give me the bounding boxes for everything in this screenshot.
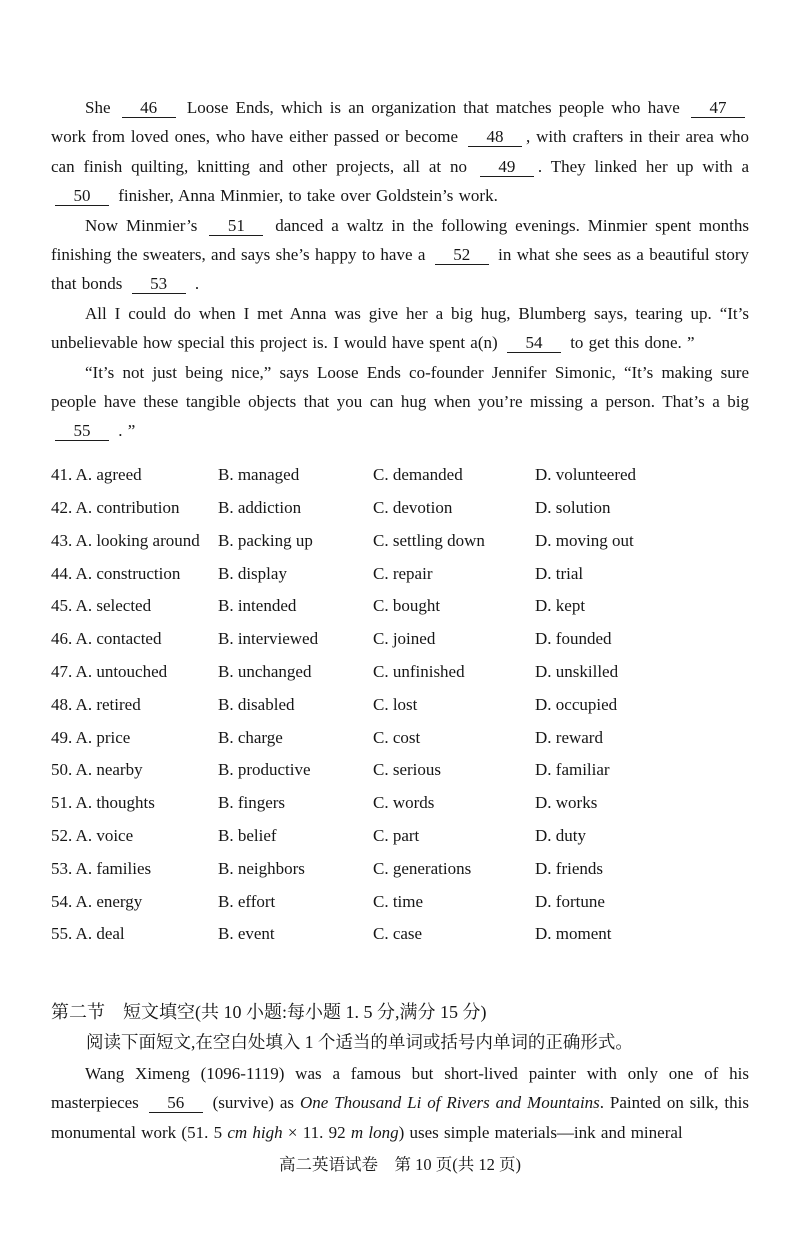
option-50-B: B. productive [218, 760, 311, 780]
option-46-C: C. joined [373, 629, 436, 649]
text-run: work from loved ones, who have either passed or become [51, 127, 464, 147]
option-45-D: D. kept [535, 596, 586, 616]
option-43-C: C. settling down [373, 530, 485, 550]
option-53-B: B. neighbors [218, 858, 305, 878]
option-48-A: 48. A. retired [51, 694, 141, 714]
option-row-45 [51, 590, 749, 623]
passage-paragraph [51, 358, 749, 446]
option-47-A: 47. A. untouched [51, 662, 168, 682]
option-44-A: 44. A. construction [51, 563, 181, 583]
option-41-A: 41. A. agreed [51, 465, 142, 485]
option-49-A: 49. A. price [51, 727, 131, 747]
italic-text-run: One Thousand Li of Rivers and Mountains [299, 1093, 600, 1113]
option-54-A: 54. A. energy [51, 891, 143, 911]
option-41-C: C. demanded [373, 465, 463, 485]
text-run: Loose Ends, which is an organization that matches people who have [179, 98, 687, 117]
option-47-B: B. unchanged [218, 662, 312, 682]
option-41-B: B. managed [218, 465, 300, 485]
option-46-A: 46. A. contacted [51, 629, 162, 649]
option-row-53 [51, 852, 749, 885]
option-43-D: D. moving out [535, 530, 634, 550]
option-row-46 [51, 623, 749, 656]
option-row-55 [51, 918, 749, 951]
option-50-C: C. serious [373, 760, 441, 780]
option-row-50 [51, 754, 749, 787]
option-44-B: B. display [218, 563, 287, 583]
option-49-C: C. cost [373, 727, 421, 747]
option-43-B: B. packing up [218, 530, 313, 550]
option-55-D: D. moment [535, 924, 612, 944]
blank-52: 52 [435, 246, 489, 265]
option-51-C: C. words [373, 793, 435, 813]
text-run: in what she sees as a beautiful story that bonds [51, 245, 749, 294]
option-row-48 [51, 688, 749, 721]
option-52-B: B. belief [218, 826, 277, 846]
blank-48: 48 [468, 128, 522, 147]
blank-55: 55 [55, 422, 109, 441]
blank-46: 46 [122, 99, 176, 118]
text-run: Wang Ximeng (1096-1119) was a famous but short-lived painter with only one of his masterpieces [51, 1063, 749, 1113]
option-row-42 [51, 492, 749, 525]
option-52-D: D. duty [535, 826, 586, 846]
blank-49: 49 [480, 158, 534, 177]
italic-text-run: m long [350, 1122, 399, 1142]
text-run: . ” [113, 421, 136, 441]
italic-text-run: cm high [227, 1122, 283, 1142]
section2-instruction: 阅读下面短文,在空白处填入 1 个适当的单词或括号内单词的正确形式。 [86, 1031, 633, 1052]
option-46-D: D. founded [535, 629, 612, 649]
option-row-47 [51, 656, 749, 689]
option-50-D: D. familiar [535, 760, 610, 780]
option-row-52 [51, 820, 749, 853]
option-54-D: D. fortune [535, 891, 605, 911]
text-run: “It’s not just being nice,” says Loose Ends co-founder Jennifer Simonic, “It’s making sure people have these tangible objects that you can hug when you’re missing a person. That’s a big [51, 362, 749, 412]
option-55-A: 55. A. deal [51, 924, 125, 944]
blank-51: 51 [209, 217, 263, 236]
section2 [51, 997, 749, 1147]
option-49-D: D. reward [535, 727, 603, 747]
text-run: . [189, 274, 200, 294]
option-48-D: D. occupied [535, 694, 618, 714]
option-50-A: 50. A. nearby [51, 760, 143, 780]
blank-53: 53 [132, 275, 186, 294]
option-54-C: C. time [373, 891, 424, 911]
option-41-D: D. volunteered [535, 465, 637, 485]
text-run: × 11. 92 [282, 1122, 351, 1142]
option-row-54 [51, 885, 749, 918]
option-54-B: B. effort [218, 891, 276, 911]
text-run: danced a waltz in the following evenings. Minmier spent months finishing the sweaters, and says she’s happy to have a [51, 215, 749, 265]
option-42-D: D. solution [535, 498, 611, 518]
passage-paragraph [51, 211, 749, 299]
option-52-C: C. part [373, 826, 420, 846]
option-42-C: C. devotion [373, 498, 453, 518]
option-48-B: B. disabled [218, 694, 295, 714]
option-47-D: D. unskilled [535, 662, 619, 682]
text-run: ) uses simple materials—ink and mineral [398, 1122, 683, 1142]
option-42-A: 42. A. contribution [51, 498, 180, 518]
option-row-41 [51, 459, 749, 492]
option-48-C: C. lost [373, 694, 418, 714]
option-43-A: 43. A. looking around [51, 530, 200, 550]
text-run: She [85, 98, 118, 117]
text-run: Now Minmier’s [85, 215, 206, 235]
text-run: . Painted on silk, this monumental work (51. 5 [51, 1093, 749, 1142]
text-run: (survive) as [206, 1093, 300, 1113]
option-row-49 [51, 721, 749, 754]
text-run: finisher, Anna Minmier, to take over Goldstein’s work. [113, 186, 498, 206]
cloze-passage [51, 93, 749, 446]
blank-47: 47 [691, 99, 745, 118]
option-51-D: D. works [535, 793, 598, 813]
page-footer: 高二英语试卷 第 10 页(共 12 页) [279, 1155, 521, 1175]
option-44-C: C. repair [373, 563, 433, 583]
option-53-A: 53. A. families [51, 858, 152, 878]
option-45-A: 45. A. selected [51, 596, 152, 616]
text-run: , with crafters in their area who can finish quilting, knitting and other projects, all at no [51, 127, 749, 176]
option-53-D: D. friends [535, 858, 603, 878]
option-53-C: C. generations [373, 858, 472, 878]
section2-heading: 第二节 短文填空(共 10 小题:每小题 1. 5 分,满分 15 分) [51, 1001, 487, 1022]
option-55-B: B. event [218, 924, 275, 944]
option-44-D: D. trial [535, 563, 584, 583]
option-49-B: B. charge [218, 727, 283, 747]
option-45-B: B. intended [218, 596, 297, 616]
option-55-C: C. case [373, 924, 423, 944]
blank-54: 54 [507, 334, 561, 353]
section2-paragraph [51, 1059, 749, 1147]
text-run: . They linked her up with a [537, 156, 749, 176]
option-51-B: B. fingers [218, 793, 286, 813]
passage-paragraph [51, 299, 749, 358]
option-51-A: 51. A. thoughts [51, 793, 155, 813]
blank-50: 50 [55, 187, 109, 206]
option-46-B: B. interviewed [218, 629, 319, 649]
option-row-51 [51, 787, 749, 820]
text-run: to get this done. ” [564, 333, 695, 353]
option-45-C: C. bought [373, 596, 441, 616]
option-42-B: B. addiction [218, 498, 302, 518]
passage-paragraph [51, 93, 749, 211]
text-run: All I could do when I met Anna was give her a big hug, Blumberg says, tearing up. “It’s unbelievable how special this project is. I would have spent a(n) [51, 303, 749, 353]
options-table [51, 459, 749, 951]
option-52-A: 52. A. voice [51, 826, 134, 846]
blank-56: 56 [149, 1094, 203, 1113]
option-row-43 [51, 524, 749, 557]
option-row-44 [51, 557, 749, 590]
option-47-C: C. unfinished [373, 662, 465, 682]
